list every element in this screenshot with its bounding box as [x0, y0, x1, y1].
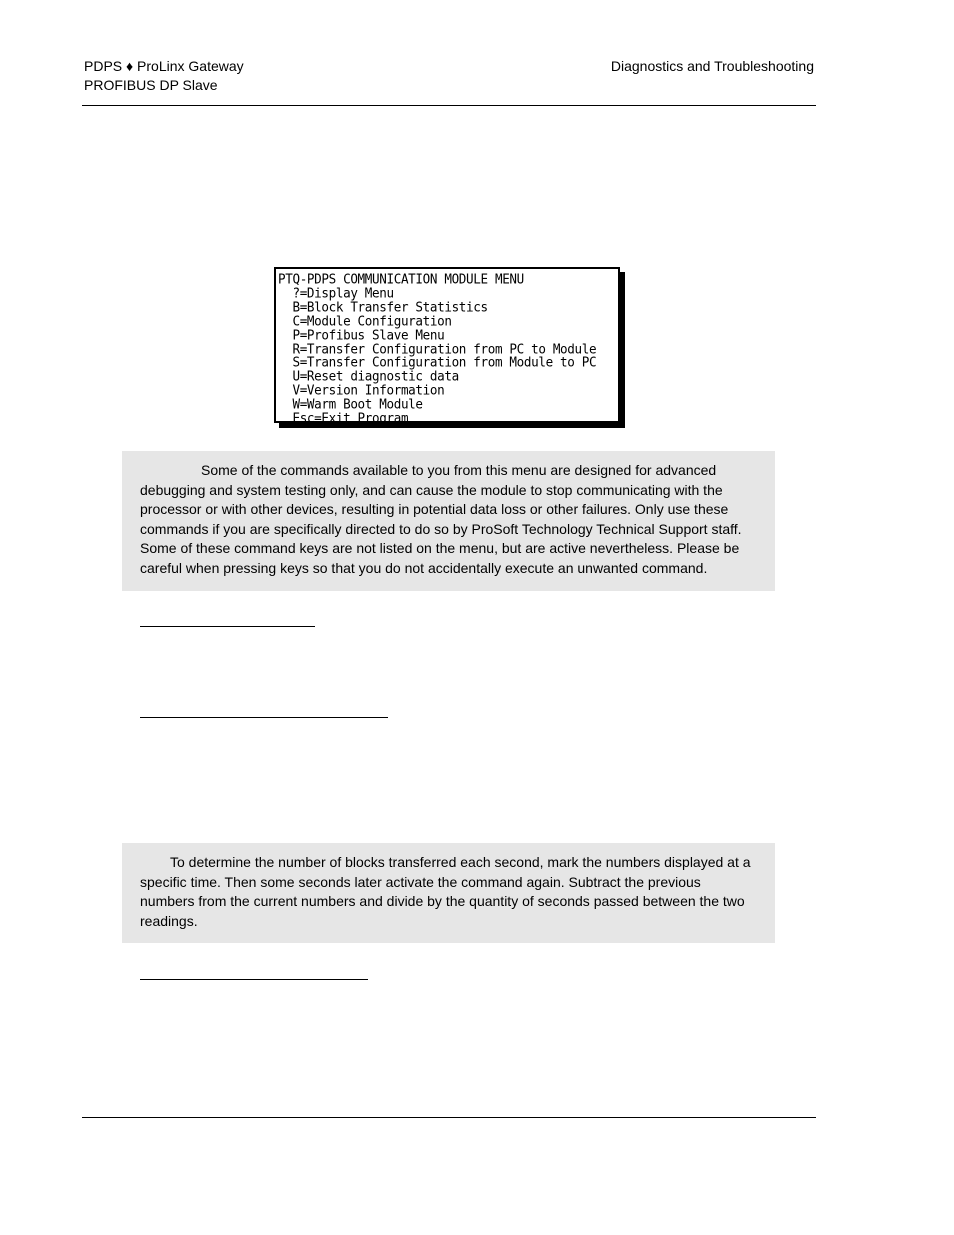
menu-item-module-configuration: C=Module Configuration — [278, 312, 452, 329]
section-title: Diagnostics and Troubleshooting — [610, 58, 814, 74]
menu-item-profibus-slave-menu: P=Profibus Slave Menu — [278, 326, 445, 343]
menu-item-display-menu: ?=Display Menu — [278, 284, 394, 301]
warning-note — [122, 451, 775, 591]
menu-item-transfer-module-to-pc: S=Transfer Configuration from Module to PC — [278, 354, 597, 371]
heading-rule-1 — [140, 626, 315, 627]
menu-item-warm-boot-module: W=Warm Boot Module — [278, 396, 423, 412]
menu-item-version-information: V=Version Information — [278, 382, 445, 398]
menu-item-transfer-pc-to-module: R=Transfer Configuration from PC to Module — [278, 340, 597, 357]
product-title: PDPS ♦ ProLinx Gateway — [84, 58, 244, 74]
menu-title: PTQ-PDPS COMMUNICATION MODULE MENU — [278, 270, 524, 287]
terminal-menu-screenshot — [274, 267, 620, 426]
menu-item-exit-program: Esc=Exit Program — [278, 410, 409, 426]
header-divider — [82, 105, 816, 106]
product-subtitle: PROFIBUS DP Slave — [84, 77, 218, 93]
menu-item-block-transfer-statistics: B=Block Transfer Statistics — [278, 298, 488, 315]
footer-divider — [82, 1117, 816, 1118]
menu-item-reset-diagnostic-data: U=Reset diagnostic data — [278, 368, 459, 385]
warning-note-text: Some of the commands available to you from this menu are designed for advanced debugging and system testing only, and can cause the module to stop communicating with the processor or with other devices, resulting in potential data loss or other failures. Only use these commands if you are specifically directed to do so by ProSoft Technology Technical Support staff. Some of these command keys are not listed on the menu, but are active nevertheless. Please be careful when pressing keys so that you do not accidentally execute an unwanted command. — [140, 462, 742, 576]
heading-rule-2 — [140, 717, 388, 718]
tip-note — [122, 843, 775, 943]
tip-note-text: To determine the number of blocks transferred each second, mark the numbers displayed at a specific time. Then some seconds later activate the command again. Subtract the previous numbers from the current numbers and divide by the quantity of seconds passed between the two readings. — [140, 854, 751, 929]
heading-rule-3 — [140, 979, 368, 980]
page-header-left — [84, 57, 244, 95]
